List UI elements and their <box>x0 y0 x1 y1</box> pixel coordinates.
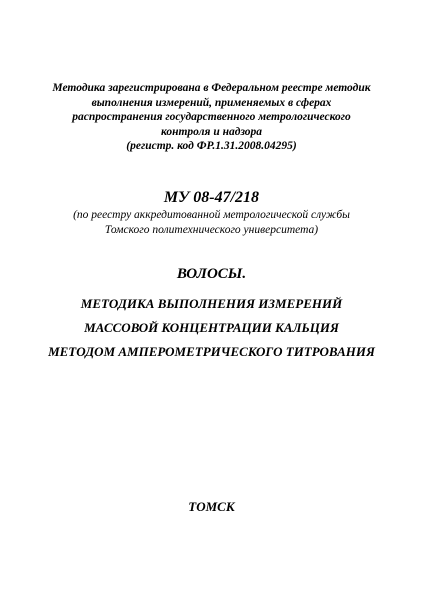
registry-note-line: Томского политехнического университета) <box>104 224 319 236</box>
registration-line: Методика зарегистрирована в Федеральном реестре методик <box>52 82 371 94</box>
city-name: ТОМСК <box>188 499 235 514</box>
registration-notice <box>40 81 383 154</box>
method-title-line: МЕТОДОМ АМПЕРОМЕТРИЧЕСКОГО ТИТРОВАНИЯ <box>48 344 375 359</box>
document-title-block <box>20 264 403 364</box>
page-title: ВОЛОСЫ. <box>176 266 247 282</box>
registration-line: контроля и надзора <box>160 125 263 138</box>
document-code-block <box>40 188 383 238</box>
registration-line: распространения государственного метрологического <box>72 111 351 123</box>
registry-note-line: (по реестру аккредитованной метрологической службы <box>73 209 350 221</box>
document-code: МУ 08-47/218 <box>163 189 260 206</box>
registration-code: (регистр. код ФР.1.31.2008.04295) <box>126 140 297 152</box>
method-title-line: МАССОВОЙ КОНЦЕНТРАЦИИ КАЛЬЦИЯ <box>84 320 339 335</box>
registration-line: выполнения измерений, применяемых в сферах <box>91 96 332 109</box>
method-title-line: МЕТОДИКА ВЫПОЛНЕНИЯ ИЗМЕРЕНИЙ <box>80 296 343 311</box>
